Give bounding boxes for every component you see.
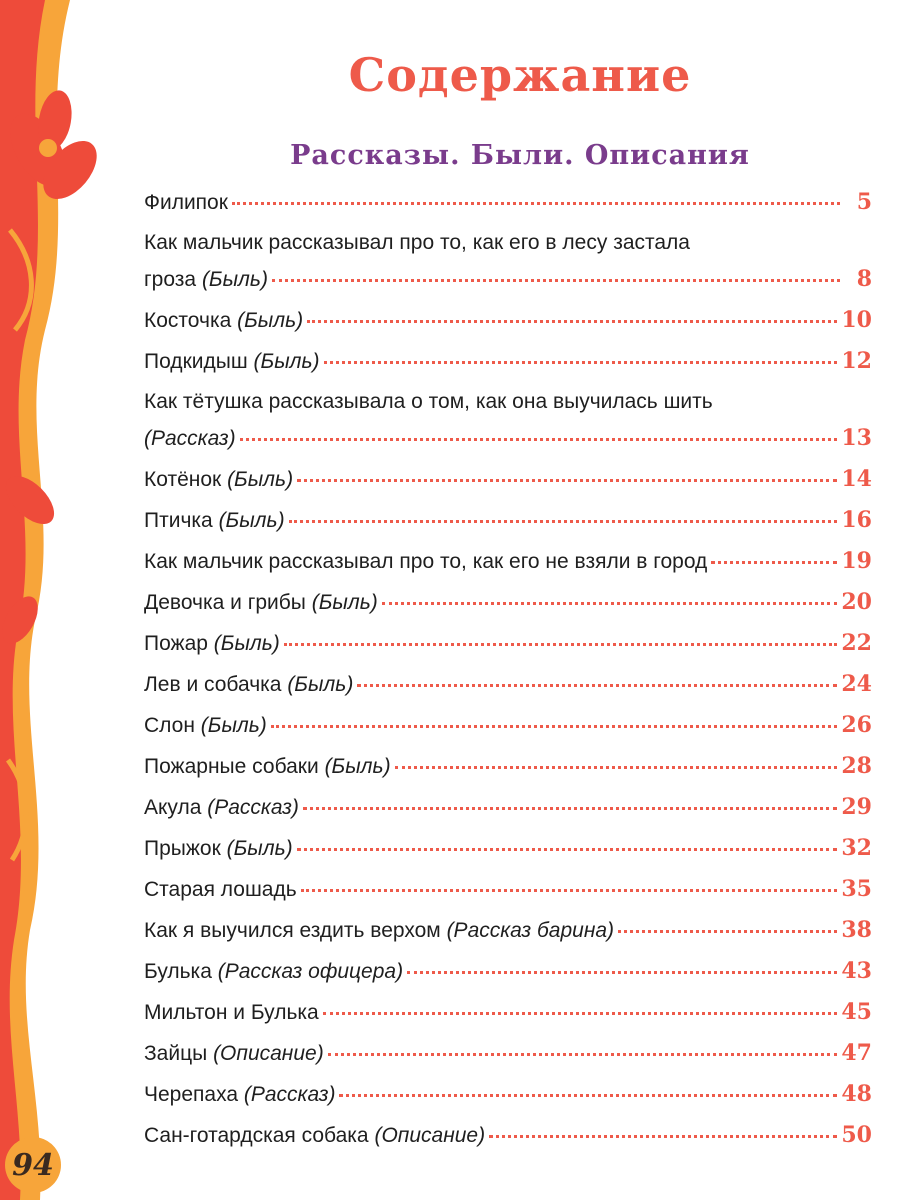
page-title: Содержание xyxy=(348,48,692,102)
toc-entry-name: Пожар xyxy=(144,632,208,655)
toc-entry-name: Мильтон и Булька xyxy=(144,1001,319,1024)
toc-entry-name: Прыжок xyxy=(144,837,221,860)
toc-entry-genre: (Быль) xyxy=(227,468,294,491)
table-of-contents xyxy=(144,184,872,1158)
toc-entry-page: 13 xyxy=(841,425,872,451)
toc-entry-page: 14 xyxy=(841,466,872,492)
dot-leader xyxy=(271,725,838,728)
page-number-badge xyxy=(4,1134,66,1196)
toc-entry-name: Как я выучился ездить верхом xyxy=(144,919,441,942)
toc-entry-title xyxy=(144,831,293,867)
toc-entry-name: гроза xyxy=(144,268,197,291)
dot-leader xyxy=(307,320,837,323)
toc-entry-title xyxy=(144,462,293,498)
toc-entry xyxy=(144,830,872,867)
dot-leader xyxy=(232,202,840,205)
toc-entry xyxy=(144,707,872,744)
toc-entry xyxy=(144,461,872,498)
dot-leader xyxy=(297,479,837,482)
toc-entry-page: 47 xyxy=(841,1040,872,1066)
toc-entry-title xyxy=(144,503,285,539)
toc-entry-genre: (Быль) xyxy=(324,755,391,778)
toc-entry-page: 50 xyxy=(841,1122,872,1148)
section-heading: Рассказы. Были. Описания xyxy=(290,140,750,171)
dot-leader xyxy=(289,520,838,523)
toc-entry-page: 45 xyxy=(841,999,872,1025)
toc-entry-page: 12 xyxy=(841,348,872,374)
toc-entry xyxy=(144,543,872,580)
toc-entry-title xyxy=(144,185,228,221)
toc-entry-genre: (Быль) xyxy=(253,350,320,373)
toc-entry-genre: (Рассказ) xyxy=(243,1083,336,1106)
toc-entry-genre: (Быль) xyxy=(201,268,268,291)
dot-leader xyxy=(357,684,837,687)
toc-entry xyxy=(144,625,872,662)
toc-entry-name: Косточка xyxy=(144,309,232,332)
toc-entry-page: 32 xyxy=(841,835,872,861)
dot-leader xyxy=(303,807,838,810)
toc-entry xyxy=(144,302,872,339)
toc-entry-genre: (Рассказ барина) xyxy=(446,919,615,942)
toc-entry-title xyxy=(144,544,707,580)
toc-entry-name: Филипок xyxy=(144,191,228,214)
toc-entry xyxy=(144,225,872,298)
toc-entry-title-line: Как тётушка рассказывала о том, как она выучилась шить xyxy=(144,390,713,413)
toc-entry-genre: (Описание) xyxy=(213,1042,324,1065)
toc-entry-page: 48 xyxy=(841,1081,872,1107)
page-number: 94 xyxy=(12,1148,54,1183)
toc-entry-page: 43 xyxy=(841,958,872,984)
floral-ornament xyxy=(0,0,140,1200)
toc-entry xyxy=(144,384,872,457)
toc-entry-title xyxy=(144,1077,335,1113)
toc-entry xyxy=(144,343,872,380)
toc-entry xyxy=(144,1076,872,1113)
toc-entry xyxy=(144,994,872,1031)
dot-leader xyxy=(328,1053,838,1056)
toc-entry-name: Акула xyxy=(144,796,202,819)
dot-leader xyxy=(272,279,840,282)
dot-leader xyxy=(323,1012,838,1015)
toc-entry-genre: (Рассказ офицера) xyxy=(217,960,404,983)
toc-entry-title xyxy=(144,667,353,703)
toc-entry-page: 38 xyxy=(841,917,872,943)
toc-entry-genre: (Быль) xyxy=(213,632,280,655)
toc-entry-page: 19 xyxy=(841,548,872,574)
dot-leader xyxy=(284,643,838,646)
toc-entry-title xyxy=(144,708,267,744)
dot-leader xyxy=(711,561,837,564)
toc-entry xyxy=(144,912,872,949)
toc-entry-page: 24 xyxy=(841,671,872,697)
toc-entry xyxy=(144,748,872,785)
toc-entry-genre: (Быль) xyxy=(311,591,378,614)
toc-entry-name: Лев и собачка xyxy=(144,673,282,696)
toc-entry-title xyxy=(144,1118,485,1154)
toc-entry-name: Зайцы xyxy=(144,1042,208,1065)
toc-entry-name: Черепаха xyxy=(144,1083,239,1106)
toc-entry-title xyxy=(144,344,320,380)
toc-entry-title xyxy=(144,995,319,1031)
toc-entry-genre: (Быль) xyxy=(200,714,267,737)
toc-entry xyxy=(144,1035,872,1072)
toc-entry-title xyxy=(144,421,236,457)
dot-leader xyxy=(324,361,838,364)
toc-entry-title xyxy=(144,749,391,785)
toc-entry-page: 28 xyxy=(841,753,872,779)
toc-entry xyxy=(144,502,872,539)
toc-entry xyxy=(144,953,872,990)
toc-entry-name: Как мальчик рассказывал про то, как его не взяли в город xyxy=(144,550,708,573)
toc-entry xyxy=(144,789,872,826)
toc-entry-page: 26 xyxy=(841,712,872,738)
toc-entry xyxy=(144,871,872,908)
toc-entry-name: Слон xyxy=(144,714,195,737)
toc-entry-page: 10 xyxy=(841,307,872,333)
toc-entry xyxy=(144,584,872,621)
dot-leader xyxy=(382,602,838,605)
toc-entry-genre: (Быль) xyxy=(287,673,354,696)
dot-leader xyxy=(297,848,838,851)
toc-entry-title xyxy=(144,790,299,826)
toc-entry-title-line: Как мальчик рассказывал про то, как его в лесу застала xyxy=(144,231,690,254)
toc-entry-genre: (Быль) xyxy=(237,309,304,332)
toc-entry-name: Котёнок xyxy=(144,468,222,491)
toc-entry-title xyxy=(144,626,280,662)
toc-entry-title xyxy=(144,303,303,339)
dot-leader xyxy=(395,766,838,769)
toc-entry-genre: (Рассказ) xyxy=(144,427,236,450)
toc-entry xyxy=(144,1117,872,1154)
dot-leader xyxy=(339,1094,837,1097)
toc-entry xyxy=(144,184,872,221)
toc-entry-page: 29 xyxy=(841,794,872,820)
toc-entry-title xyxy=(144,262,268,298)
toc-entry-title xyxy=(144,913,614,949)
toc-entry-name: Пожарные собаки xyxy=(144,755,319,778)
toc-entry xyxy=(144,666,872,703)
dot-leader xyxy=(407,971,837,974)
toc-entry-name: Девочка и грибы xyxy=(144,591,306,614)
toc-entry-name: Старая лошадь xyxy=(144,878,297,901)
toc-entry-page: 20 xyxy=(841,589,872,615)
toc-entry-name: Птичка xyxy=(144,509,213,532)
dot-leader xyxy=(489,1135,837,1138)
toc-entry-genre: (Быль) xyxy=(218,509,285,532)
toc-entry-page: 8 xyxy=(856,266,872,292)
toc-entry-genre: (Быль) xyxy=(226,837,293,860)
toc-entry-page: 35 xyxy=(841,876,872,902)
toc-entry-genre: (Рассказ) xyxy=(207,796,299,819)
toc-entry-genre: (Описание) xyxy=(374,1124,486,1147)
toc-entry-title xyxy=(144,585,378,621)
dot-leader xyxy=(618,930,837,933)
dot-leader xyxy=(301,889,838,892)
toc-entry-name: Булька xyxy=(144,960,212,983)
toc-entry-page: 22 xyxy=(841,630,872,656)
toc-entry-title xyxy=(144,872,297,908)
dot-leader xyxy=(240,438,838,441)
toc-entry-title xyxy=(144,954,403,990)
toc-entry-page: 5 xyxy=(856,189,872,215)
toc-entry-name: Сан-готардская собака xyxy=(144,1124,369,1147)
toc-entry-page: 16 xyxy=(841,507,872,533)
toc-entry-title xyxy=(144,1036,324,1072)
toc-entry-name: Подкидыш xyxy=(144,350,248,373)
